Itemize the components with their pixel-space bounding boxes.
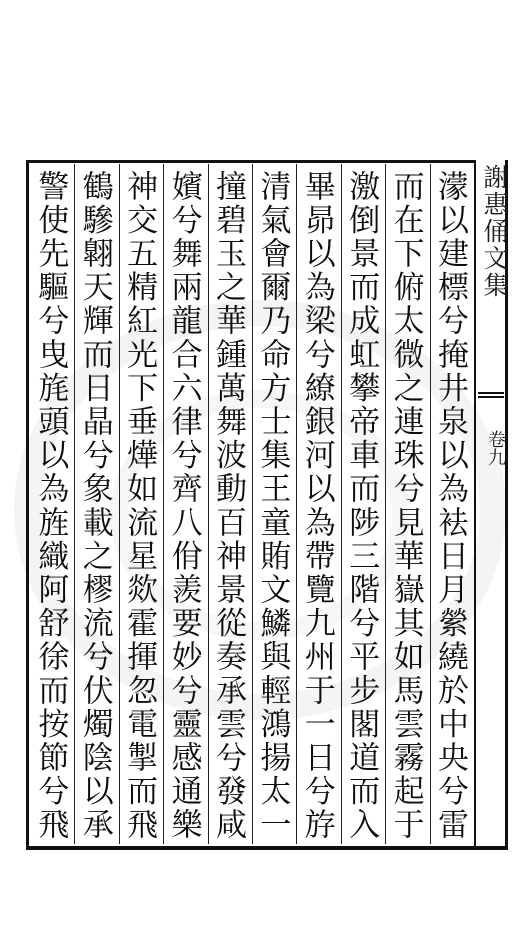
text-column: 而在下俯太微之連珠兮見華嶽其如馬雲霧起于 [385,164,429,844]
text-column: 濛以建標兮掩井泉以為袪日月縈繞於中央兮雷 [430,164,474,844]
text-column: 鶴驂翺天輝而日晶兮象載之樛流兮伏燭陰以承 [74,164,118,844]
margin-title: 謝惠俑文集 [480,164,509,299]
block-margin [474,160,508,850]
top-rule [26,160,474,163]
text-column: 清氣會爾乃命方士集王童賄文鱗與輕鴻揚太一 [252,164,296,844]
fish-tail-mark [478,392,504,394]
text-body [30,164,474,844]
text-column: 撞碧玉之華鍾萬舞波動百神景從奏承雲兮發咸 [208,164,252,844]
fish-tail-mark [478,396,504,398]
text-column: 神交五精紅光下垂燁如流星欻霍揮忽電掣而飛 [119,164,163,844]
text-column: 警使先驅兮曳旄頭以為旌織阿舒徐而按節兮飛 [32,170,69,842]
text-column: 畢昴以為梁兮繚銀河以為帶覽九州于一日兮斿 [296,164,340,844]
text-column: 嬪兮舞兩龍合六律兮齊八佾羨要妙兮靈感通樂 [163,164,207,844]
margin-juan-number: 卷九 [485,430,506,466]
text-column: 激倒景而成虹攀帝車而陟三階兮平步閣道而入 [341,164,385,844]
